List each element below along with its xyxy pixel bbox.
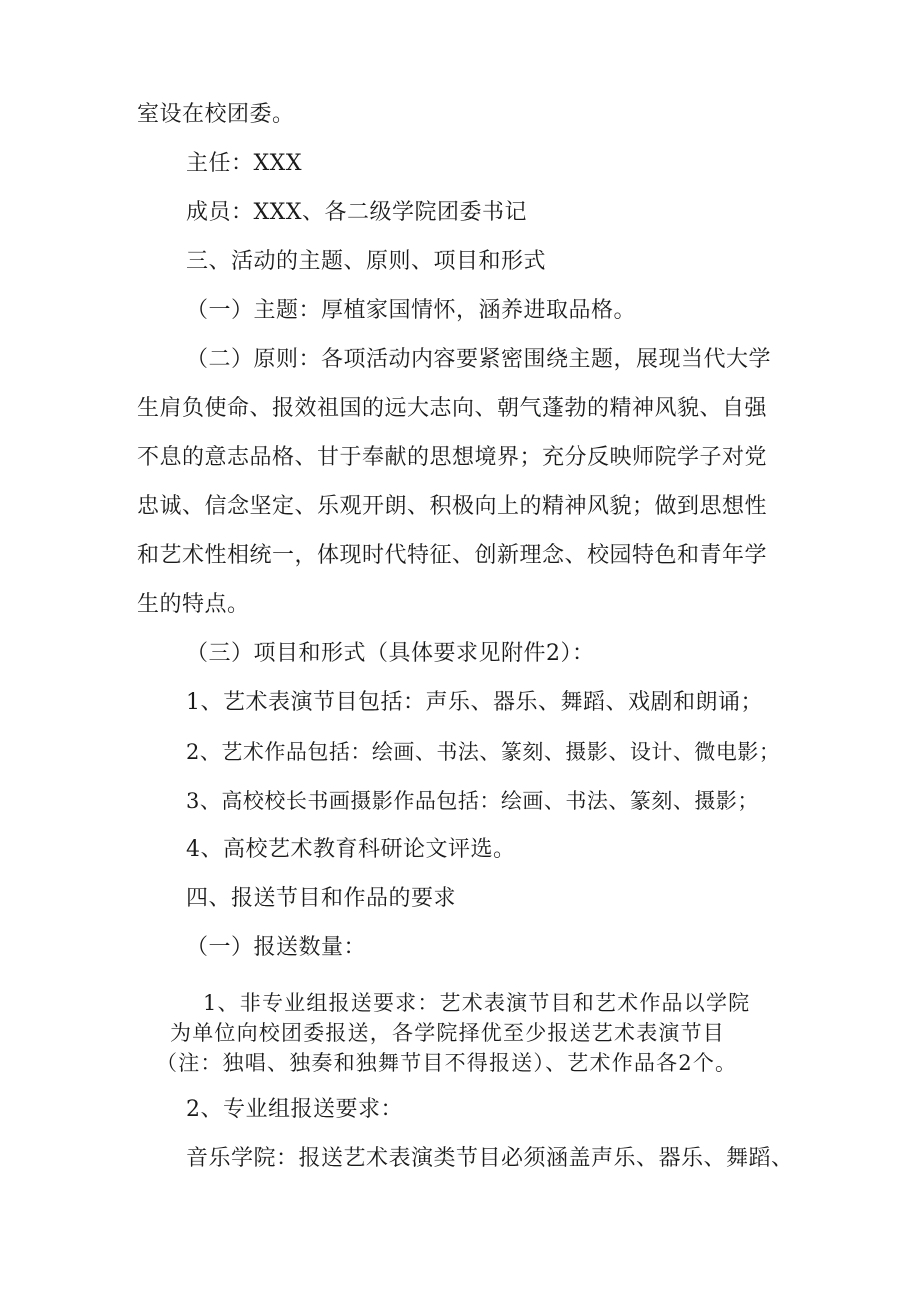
text-line: （二）原则：各项活动内容要紧密围绕主题，展现当代大学 — [186, 347, 772, 372]
text-line: 为单位向校团委报送，各学院择优至少报送艺术表演节目 — [170, 1021, 725, 1045]
section-heading: 三、活动的主题、原则、项目和形式 — [186, 249, 547, 274]
subsection-heading: （一）报送数量： — [186, 935, 367, 960]
text-line: （注：独唱、独奏和独舞节目不得报送）、艺术作品各2个。 — [156, 1051, 738, 1075]
text-line: 忠诚、信念坚定、乐观开朗、积极向上的精神风貌；做到思想性 — [137, 494, 768, 519]
list-item: 2、艺术作品包括：绘画、书法、篆刻、摄影、设计、微电影； — [186, 740, 781, 764]
list-item: 4、高校艺术教育科研论文评选。 — [186, 837, 516, 862]
text-line: 和艺术性相统一，体现时代特征、创新理念、校园特色和青年学 — [137, 543, 768, 568]
text-line: 生肩负使命、报效祖国的远大志向、朝气蓬勃的精神风貌、自强 — [137, 396, 768, 421]
text-line: 1、非专业组报送要求：艺术表演节目和艺术作品以学院 — [203, 991, 751, 1015]
text-line: 成员：XXX、各二级学院团委书记 — [186, 200, 527, 225]
list-item: 1、艺术表演节目包括：声乐、器乐、舞蹈、戏剧和朗诵； — [186, 690, 763, 715]
list-item: 2、专业组报送要求： — [186, 1097, 403, 1122]
text-line: 生的特点。 — [137, 592, 250, 617]
text-line: 室设在校团委。 — [137, 102, 295, 127]
subsection-heading: （三）项目和形式（具体要求见附件2）： — [186, 641, 595, 666]
text-line: 主任：XXX — [186, 151, 302, 176]
list-item: 3、高校校长书画摄影作品包括：绘画、书法、篆刻、摄影； — [186, 789, 759, 813]
text-line: 不息的意志品格、甘于奉献的思想境界；充分反映师院学子对党 — [137, 445, 768, 470]
section-heading: 四、报送节目和作品的要求 — [186, 886, 457, 911]
text-line: 音乐学院：报送艺术表演类节目必须涵盖声乐、器乐、舞蹈、 — [186, 1146, 794, 1171]
subsection-heading: （一）主题：厚植家国情怀，涵养进取品格。 — [186, 298, 637, 323]
